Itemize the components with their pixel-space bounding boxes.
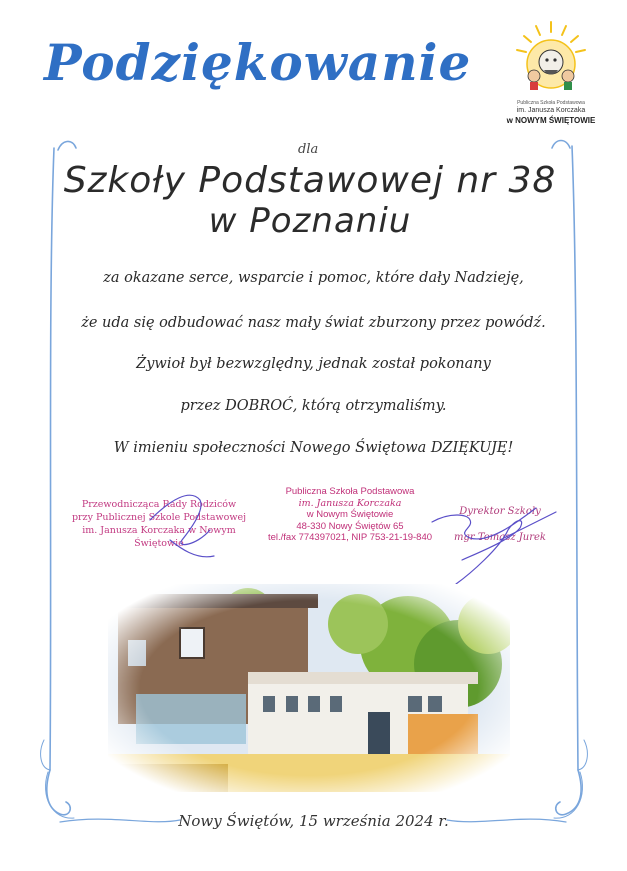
school-logo bbox=[498, 18, 604, 125]
recipient-line-1: Szkoły Podstawowej nr 38 bbox=[63, 160, 557, 201]
body-line-1: za okazane serce, wsparcie i pomoc, które dały Nadzieję, bbox=[103, 270, 524, 286]
recipient-line-2: w Poznaniu bbox=[208, 201, 412, 241]
logo-line-1: Publiczna Szkoła Podstawowa bbox=[517, 100, 585, 106]
stamp-line-1: Publiczna Szkoła Podstawowa bbox=[285, 486, 415, 497]
stamp-line-2: im. Janusza Korczaka bbox=[298, 497, 402, 509]
dla-label: dla bbox=[298, 142, 319, 157]
body-line-4: przez DOBROĆ, którą otrzymaliśmy. bbox=[180, 398, 447, 414]
body-line-5: W imieniu społeczności Nowego Świętowa DZIĘKUJĘ! bbox=[113, 440, 514, 456]
stamp-line-5: tel./fax 774397021, NIP 753-21-19-840 bbox=[267, 532, 433, 543]
signature-parents-council bbox=[64, 498, 254, 550]
body-line-3: Żywioł był bezwzględny, jednak został pokonany bbox=[136, 356, 491, 372]
stamp-line-4: 48-330 Nowy Świętów 65 bbox=[296, 520, 404, 532]
logo-line-3: w NOWYM ŚWIĘTOWIE bbox=[506, 116, 596, 125]
logo-line-2: im. Janusza Korczaka bbox=[516, 107, 586, 114]
signature-left-line-1: Przewodnicząca Rady Rodziców bbox=[81, 499, 237, 510]
school-stamp bbox=[262, 486, 438, 544]
school-building-photo bbox=[108, 584, 510, 792]
signature-left-line-2: przy Publicznej Szkole Podstawowej bbox=[71, 512, 247, 523]
document-title: Podziękowanie bbox=[44, 33, 472, 92]
stamp-line-3: w Nowym Świętowie bbox=[306, 509, 394, 520]
signature-right-line-1: Dyrektor Szkoły bbox=[459, 506, 541, 517]
signature-director bbox=[440, 499, 560, 551]
body-line-2: że uda się odbudować nasz mały świat zburzony przez powódź. bbox=[81, 315, 546, 331]
document-date: Nowy Świętów, 15 września 2024 r. bbox=[178, 812, 449, 830]
signature-right-line-2: mgr Tomasz Jurek bbox=[454, 532, 546, 543]
sun-face-logo-icon bbox=[512, 18, 590, 98]
signature-left-line-3: im. Janusza Korczaka w Nowym Świętowie bbox=[82, 525, 236, 549]
